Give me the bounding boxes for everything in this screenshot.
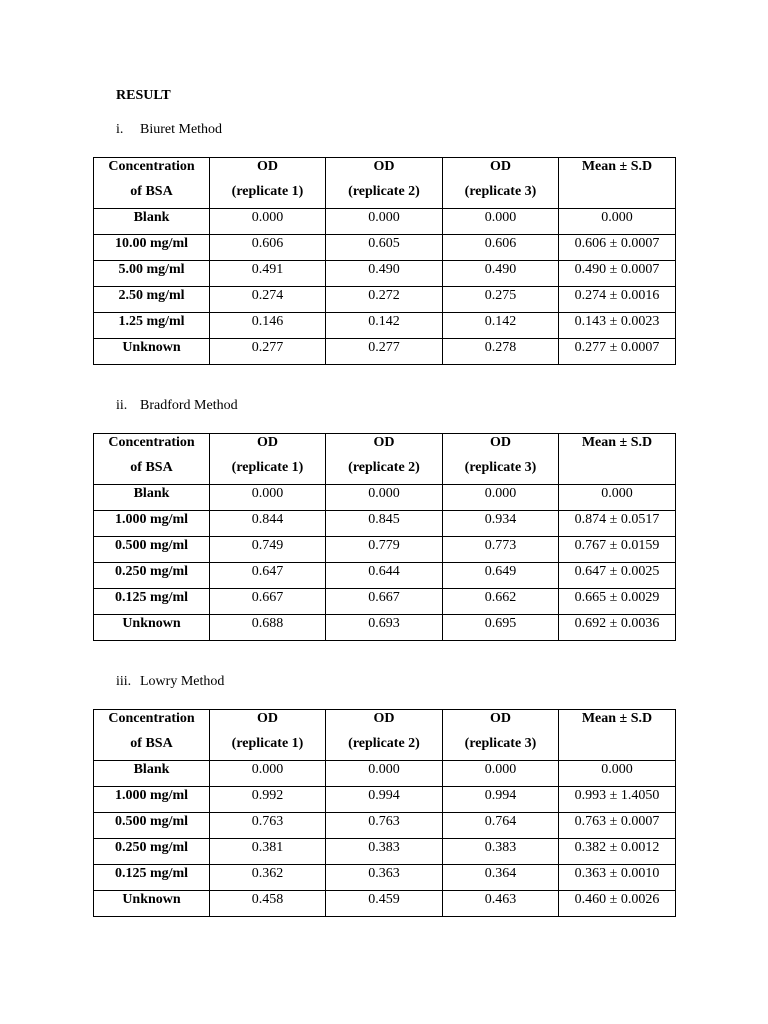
table-row (94, 563, 676, 589)
od-replicate-3-cell: 0.662 (443, 589, 559, 615)
od-replicate-2-cell: 0.000 (326, 485, 443, 511)
concentration-cell: 1.25 mg/ml (94, 313, 210, 339)
section-number: ii. (116, 398, 128, 413)
od-replicate-1-cell: 0.458 (210, 891, 326, 917)
mean-sd-cell: 0.606 ± 0.0007 (559, 235, 676, 261)
od-replicate-2-cell: 0.142 (326, 313, 443, 339)
od-replicate-1-cell: 0.362 (210, 865, 326, 891)
table-row (94, 589, 676, 615)
od-replicate-3-cell: 0.695 (443, 615, 559, 641)
table-row (94, 761, 676, 787)
od-replicate-2-cell: 0.994 (326, 787, 443, 813)
bradford-table (93, 433, 676, 641)
table-row (94, 287, 676, 313)
column-header-line: (replicate 2) (348, 736, 420, 751)
column-header-line: Concentration (108, 435, 195, 450)
concentration-cell: Blank (94, 761, 210, 787)
column-header-line: OD (257, 711, 278, 726)
column-header-line: OD (490, 159, 511, 174)
od-replicate-1-cell: 0.667 (210, 589, 326, 615)
od-replicate-3-cell: 0.275 (443, 287, 559, 313)
od-replicate-3-cell: 0.773 (443, 537, 559, 563)
section-number: iii. (116, 674, 132, 689)
od-replicate-3-cell: 0.649 (443, 563, 559, 589)
od-replicate-3-cell: 0.000 (443, 209, 559, 235)
mean-sd-cell: 0.460 ± 0.0026 (559, 891, 676, 917)
mean-sd-cell: 0.647 ± 0.0025 (559, 563, 676, 589)
od-replicate-3-cell: 0.383 (443, 839, 559, 865)
column-header-line: (replicate 1) (231, 736, 304, 751)
table-row (94, 511, 676, 537)
column-header (326, 158, 443, 209)
concentration-cell: 0.500 mg/ml (94, 537, 210, 563)
table-row (94, 813, 676, 839)
mean-sd-cell: 0.277 ± 0.0007 (559, 339, 676, 365)
column-header-line: OD (490, 711, 511, 726)
column-header-line: OD (257, 435, 278, 450)
od-replicate-3-cell: 0.278 (443, 339, 559, 365)
mean-sd-cell: 0.993 ± 1.4050 (559, 787, 676, 813)
od-replicate-2-cell: 0.459 (326, 891, 443, 917)
header-row (94, 158, 676, 209)
od-replicate-1-cell: 0.000 (210, 485, 326, 511)
concentration-cell: 1.000 mg/ml (94, 787, 210, 813)
mean-sd-cell: 0.382 ± 0.0012 (559, 839, 676, 865)
od-replicate-1-cell: 0.992 (210, 787, 326, 813)
column-header (326, 710, 443, 761)
column-header (94, 158, 210, 209)
column-header-line: (replicate 1) (231, 184, 304, 199)
concentration-cell: 0.125 mg/ml (94, 589, 210, 615)
od-replicate-2-cell: 0.667 (326, 589, 443, 615)
table-row (94, 891, 676, 917)
column-header (443, 710, 559, 761)
column-header-line: Concentration (108, 711, 195, 726)
od-replicate-2-cell: 0.644 (326, 563, 443, 589)
od-replicate-3-cell: 0.490 (443, 261, 559, 287)
od-replicate-1-cell: 0.763 (210, 813, 326, 839)
column-header-line: of BSA (130, 460, 173, 475)
column-header (443, 158, 559, 209)
mean-sd-cell: 0.274 ± 0.0016 (559, 287, 676, 313)
mean-sd-cell: 0.363 ± 0.0010 (559, 865, 676, 891)
concentration-cell: Unknown (94, 891, 210, 917)
column-header (210, 158, 326, 209)
od-replicate-3-cell: 0.364 (443, 865, 559, 891)
column-header-line: Mean ± S.D (581, 159, 653, 174)
column-header-line: OD (490, 435, 511, 450)
od-replicate-3-cell: 0.606 (443, 235, 559, 261)
od-replicate-1-cell: 0.491 (210, 261, 326, 287)
od-replicate-3-cell: 0.934 (443, 511, 559, 537)
mean-sd-cell: 0.000 (559, 209, 676, 235)
od-replicate-1-cell: 0.381 (210, 839, 326, 865)
column-header (210, 434, 326, 485)
column-header-line: (replicate 3) (464, 736, 537, 751)
od-replicate-1-cell: 0.277 (210, 339, 326, 365)
mean-sd-cell: 0.000 (559, 485, 676, 511)
column-header (559, 434, 676, 485)
od-replicate-2-cell: 0.763 (326, 813, 443, 839)
table-row (94, 339, 676, 365)
column-header-line (561, 735, 673, 760)
od-replicate-2-cell: 0.277 (326, 339, 443, 365)
header-row (94, 710, 676, 761)
column-header-line: OD (257, 159, 278, 174)
od-replicate-2-cell: 0.605 (326, 235, 443, 261)
column-header-line: OD (373, 159, 395, 174)
concentration-cell: Unknown (94, 615, 210, 641)
column-header-line: of BSA (130, 184, 173, 199)
column-header (443, 434, 559, 485)
mean-sd-cell: 0.767 ± 0.0159 (559, 537, 676, 563)
lowry-table (93, 709, 676, 917)
section-heading-biuret (116, 122, 222, 138)
concentration-cell: Unknown (94, 339, 210, 365)
od-replicate-3-cell: 0.142 (443, 313, 559, 339)
column-header-line: (replicate 2) (348, 460, 420, 475)
column-header-line (561, 183, 673, 208)
od-replicate-1-cell: 0.647 (210, 563, 326, 589)
od-replicate-2-cell: 0.693 (326, 615, 443, 641)
header-row (94, 434, 676, 485)
column-header-line: (replicate 3) (464, 460, 537, 475)
column-header-line: of BSA (130, 736, 173, 751)
column-header-line: (replicate 3) (464, 184, 537, 199)
table-row (94, 209, 676, 235)
mean-sd-cell: 0.490 ± 0.0007 (559, 261, 676, 287)
column-header (559, 710, 676, 761)
table-row (94, 313, 676, 339)
concentration-cell: 0.125 mg/ml (94, 865, 210, 891)
od-replicate-2-cell: 0.490 (326, 261, 443, 287)
od-replicate-1-cell: 0.606 (210, 235, 326, 261)
column-header-line: Mean ± S.D (581, 435, 653, 450)
od-replicate-2-cell: 0.383 (326, 839, 443, 865)
od-replicate-2-cell: 0.272 (326, 287, 443, 313)
od-replicate-1-cell: 0.844 (210, 511, 326, 537)
concentration-cell: 0.250 mg/ml (94, 839, 210, 865)
column-header-line: Mean ± S.D (581, 711, 653, 726)
concentration-cell: 10.00 mg/ml (94, 235, 210, 261)
od-replicate-1-cell: 0.146 (210, 313, 326, 339)
column-header (326, 434, 443, 485)
page-title: RESULT (116, 88, 171, 103)
mean-sd-cell: 0.665 ± 0.0029 (559, 589, 676, 615)
od-replicate-1-cell: 0.000 (210, 761, 326, 787)
od-replicate-3-cell: 0.463 (443, 891, 559, 917)
section-heading-bradford (116, 398, 238, 414)
od-replicate-1-cell: 0.274 (210, 287, 326, 313)
mean-sd-cell: 0.000 (559, 761, 676, 787)
table-row (94, 839, 676, 865)
table-row (94, 787, 676, 813)
concentration-cell: 2.50 mg/ml (94, 287, 210, 313)
section-heading-lowry (116, 674, 224, 690)
od-replicate-2-cell: 0.000 (326, 761, 443, 787)
od-replicate-3-cell: 0.000 (443, 761, 559, 787)
table-row (94, 537, 676, 563)
column-header-line: (replicate 1) (231, 460, 304, 475)
od-replicate-2-cell: 0.363 (326, 865, 443, 891)
od-replicate-2-cell: 0.779 (326, 537, 443, 563)
column-header-line: OD (373, 711, 395, 726)
od-replicate-2-cell: 0.845 (326, 511, 443, 537)
table-row (94, 235, 676, 261)
concentration-cell: 0.250 mg/ml (94, 563, 210, 589)
concentration-cell: 0.500 mg/ml (94, 813, 210, 839)
concentration-cell: 5.00 mg/ml (94, 261, 210, 287)
table-row (94, 485, 676, 511)
od-replicate-2-cell: 0.000 (326, 209, 443, 235)
section-name: Lowry Method (140, 674, 225, 689)
biuret-table (93, 157, 676, 365)
od-replicate-1-cell: 0.000 (210, 209, 326, 235)
column-header-line: OD (373, 435, 395, 450)
concentration-cell: Blank (94, 485, 210, 511)
concentration-cell: 1.000 mg/ml (94, 511, 210, 537)
table-row (94, 261, 676, 287)
column-header-line: Concentration (108, 159, 195, 174)
od-replicate-1-cell: 0.749 (210, 537, 326, 563)
column-header-line: (replicate 2) (348, 184, 420, 199)
mean-sd-cell: 0.692 ± 0.0036 (559, 615, 676, 641)
table-row (94, 865, 676, 891)
concentration-cell: Blank (94, 209, 210, 235)
column-header-line (561, 459, 673, 484)
section-name: Bradford Method (140, 398, 238, 413)
od-replicate-3-cell: 0.994 (443, 787, 559, 813)
column-header (94, 434, 210, 485)
column-header (559, 158, 676, 209)
mean-sd-cell: 0.874 ± 0.0517 (559, 511, 676, 537)
od-replicate-1-cell: 0.688 (210, 615, 326, 641)
mean-sd-cell: 0.763 ± 0.0007 (559, 813, 676, 839)
od-replicate-3-cell: 0.764 (443, 813, 559, 839)
section-number: i. (116, 122, 124, 137)
od-replicate-3-cell: 0.000 (443, 485, 559, 511)
section-name: Biuret Method (140, 122, 223, 137)
column-header (94, 710, 210, 761)
mean-sd-cell: 0.143 ± 0.0023 (559, 313, 676, 339)
table-row (94, 615, 676, 641)
column-header (210, 710, 326, 761)
